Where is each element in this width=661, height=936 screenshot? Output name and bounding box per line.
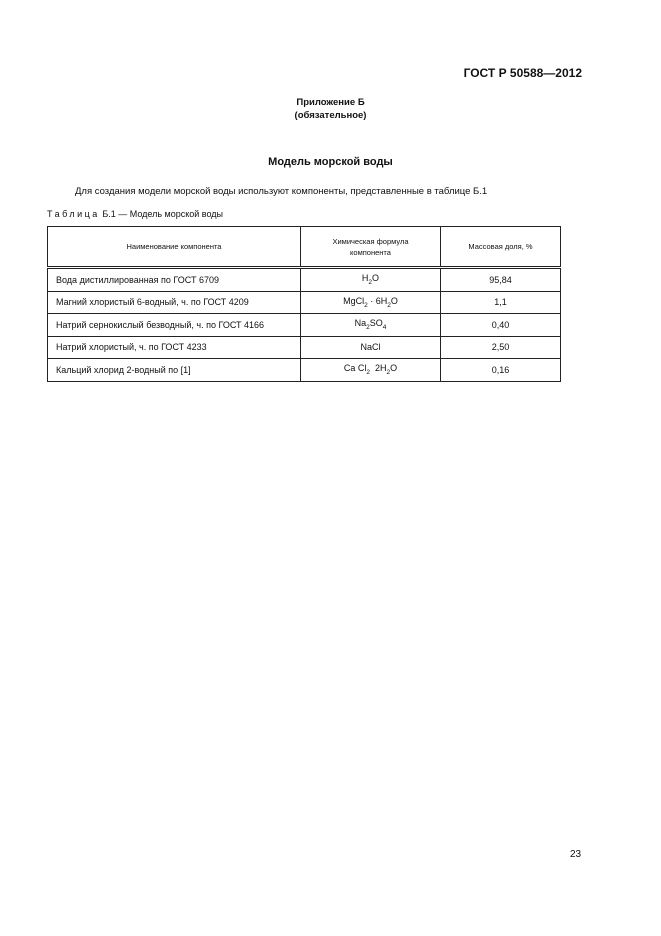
- formula-text: NaCl: [360, 342, 381, 353]
- formula-text: Ca Cl: [343, 363, 367, 374]
- table-caption: [47, 209, 223, 219]
- table-caption-prefix: Таблица: [47, 209, 100, 219]
- component-name: Магний хлористый 6-водный, ч. по ГОСТ 4209: [48, 291, 301, 314]
- document-code: ГОСТ Р 50588—2012: [463, 66, 582, 80]
- formula-subscript: 2: [368, 279, 373, 287]
- table-row: [48, 359, 561, 382]
- intro-paragraph: Для создания модели морской воды используют компоненты, представленные в таблице Б.1: [75, 186, 488, 197]
- table-row: [48, 268, 561, 292]
- table-row: [48, 314, 561, 337]
- mass-fraction: 0,16: [441, 359, 561, 382]
- mass-fraction: 1,1: [441, 291, 561, 314]
- table-row: [48, 336, 561, 359]
- formula-text: SO: [369, 318, 383, 329]
- formula-subscript: 2: [366, 369, 370, 377]
- component-name: Вода дистиллированная по ГОСТ 6709: [48, 268, 301, 292]
- annex-status: (обязательное): [294, 110, 367, 121]
- annex-heading: [0, 96, 661, 122]
- formula-text: O: [390, 295, 398, 306]
- mass-fraction: 95,84: [441, 268, 561, 292]
- component-name: Кальций хлорид 2-водный по [1]: [48, 359, 301, 382]
- formula-text: O: [390, 363, 398, 374]
- annex-title: Приложение Б: [296, 97, 365, 108]
- table-caption-text: Б.1 — Модель морской воды: [102, 209, 224, 219]
- mass-fraction: 2,50: [441, 336, 561, 359]
- formula-subscript: 4: [382, 324, 387, 332]
- formula-text: MgCl: [343, 295, 365, 306]
- formula-text: · 6H: [367, 295, 388, 306]
- table-header-row: [48, 227, 561, 268]
- formula-text: 2H: [369, 363, 387, 374]
- formula-text: H: [361, 273, 369, 284]
- header-mass-fraction: Массовая доля, %: [441, 227, 561, 268]
- chemical-formula: [301, 268, 441, 292]
- seawater-model-table: [47, 226, 561, 382]
- formula-subscript: 2: [364, 301, 368, 309]
- header-formula: Химическая формула компонента: [301, 227, 441, 268]
- formula-subscript: 2: [366, 324, 370, 332]
- section-title: Модель морской воды: [268, 156, 393, 168]
- header-component-name: Наименование компонента: [48, 227, 301, 268]
- component-name: Натрий хлористый, ч. по ГОСТ 4233: [48, 336, 301, 359]
- mass-fraction: 0,40: [441, 314, 561, 337]
- page-number: 23: [570, 849, 582, 860]
- formula-text: O: [372, 273, 380, 284]
- table-row: [48, 291, 561, 314]
- chemical-formula: [301, 291, 441, 314]
- chemical-formula: [301, 314, 441, 337]
- chemical-formula: [301, 336, 441, 359]
- chemical-formula: [301, 359, 441, 382]
- component-name: Натрий сернокислый безводный, ч. по ГОСТ 4166: [48, 314, 301, 337]
- formula-subscript: 2: [386, 369, 391, 377]
- formula-text: Na: [354, 318, 367, 329]
- formula-subscript: 2: [387, 301, 391, 309]
